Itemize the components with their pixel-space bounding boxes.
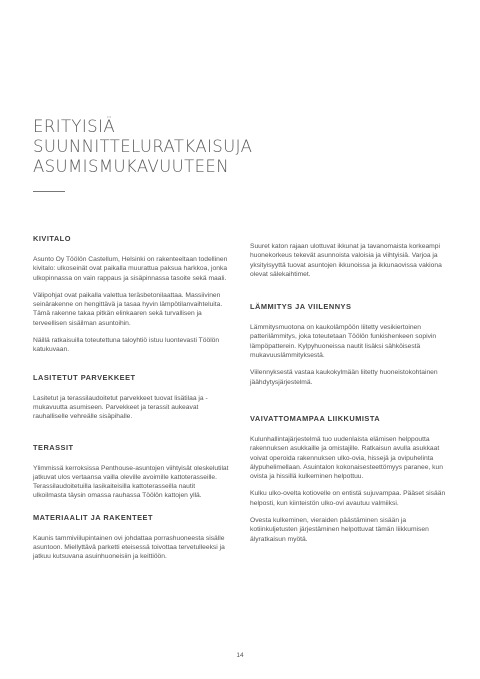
paragraph: Ovesta kulkeminen, vieraiden päästäminen sisään ja kotiinkuljetusten järjestäminen helpottuvat tämän liikkumisen älyratkaisun myötä.: [250, 517, 429, 543]
section-kivitalo: [33, 234, 229, 355]
section-terassit: [33, 443, 229, 501]
section-heading: VAIVATTOMAMPAA LIIKKUMISTA: [250, 413, 381, 423]
section-heading: TERASSIT: [33, 442, 74, 452]
paragraph: Asunto Oy Töölön Castellum, Helsinki on rakenteeltaan todellinen kivitalo: ulkoseinät ovat paikalla muurattua paksua harkkoa, jonka ulkopinnassa on vain rappaus ja sisäpinnassa tasoite sekä maali.: [33, 256, 228, 282]
left-column: [33, 234, 229, 570]
title-line-1: ERITYISIÄ: [33, 117, 116, 136]
page-title: [33, 117, 252, 177]
paragraph: Välipohjat ovat paikalla valettua teräsbetonilaattaa. Massiivinen seinärakenne on hengittävä ja tasaa hyvin lämpötilanvaihteluita. Tämä rakenne takaa pitkän elinkaaren sekä turvallisen ja terveellisen sisäilman asuntoihin.: [33, 291, 223, 327]
page-number: 14: [236, 652, 244, 659]
section-heading: MATERIAALIT JA RAKENTEET: [33, 512, 153, 522]
paragraph: Lämmitysmuotona on kaukolämpöön liitetty vesikiertoinen patterilämmitys, joka toteutetaan Töölön funkishenkeen sopivin lämpöpatterein. Kylpyhuoneissa nautit lisäksi sähköisestä mukavuuslämmityksestä.: [250, 324, 437, 360]
section-ikkunat: [250, 242, 446, 279]
section-heading: KIVITALO: [33, 234, 71, 243]
section-liikkuminen: [250, 414, 446, 544]
paragraph: Kaunis tammiviilupintainen ovi johdattaa porrashuoneesta sisälle asuntoon. Miellyttävä parketti eteisessä toivottaa tervetulleeksi ja jatkuu kutsuvana asuinhuoneisiin ja keittiöön.: [33, 534, 225, 561]
paragraph: Ylimmissä kerroksissa Penthouse-asuntojen viihtyisät oleskelutilat jatkuvat ulos vertaansa vailla oleville avoimille kattoterasseille. Terassilaudoitetuilla lasikaiteisilla kattoterasseilla nautit ulkoilmasta täysin omassa rauhassa Töölön kattojen yllä.: [33, 464, 229, 500]
section-parvekkeet: [33, 373, 229, 422]
paragraph: Viilennyksestä vastaa kaukokylmään liitetty huoneistokohtainen jäähdytysjärjestelmä.: [250, 369, 438, 386]
paragraph: Suuret katon rajaan ulottuvat ikkunat ja tavanomaista korkeampi huonekorkeus tekevät asunnoista valoisia ja viihtyisiä. Varjoa ja yksityisyyttä tuovat asuntojen ikkunoissa ja ikkunaovissa vakiona olevat sälekaihtimet.: [250, 243, 442, 278]
section-heading: LÄMMITYS JA VIILENNYS: [250, 302, 352, 312]
section-lammitys: [250, 302, 446, 387]
paragraph: Lasitetut ja terassilaudoitetut parvekkeet tuovat lisätilaa ja -mukavuutta asumiseen. Parvekkeet ja terassit aukeavat rauhalliselle vehreälle sisäpihalle.: [33, 394, 208, 421]
section-materiaalit: [33, 513, 229, 562]
right-column: [250, 234, 446, 552]
paragraph: Kulunhallintajärjestelmä tuo uudenlaista elämisen helppoutta rakennuksen asukkaille ja omistajille. Ratkaisun avulla asukkaat voivat operoida rakennuksen ulko-ovia, hissejä ja ovipuhelinta älypuhelimellaan. Asuintalon kokonaisesteettömyys paranee, kun ovista ja hissillä kulkeminen helpottuu.: [250, 435, 443, 481]
title-divider: [33, 191, 65, 192]
paragraph: Kulku ulko-ovelta kotiovelle on entistä sujuvampaa. Pääset sisään helposti, kun kiinteistön ulko-ovi avautuu valmiiksi.: [250, 490, 446, 507]
title-line-3: ASUMISMUKAVUUTEEN: [33, 157, 230, 176]
title-line-2: SUUNNITTELURATKAISUJA: [33, 137, 253, 156]
section-heading: LASITETUT PARVEKKEET: [33, 372, 136, 382]
paragraph: Näillä ratkaisuilla toteutettuna taloyhtiö istuu luontevasti Töölön katukuvaan.: [33, 337, 220, 354]
